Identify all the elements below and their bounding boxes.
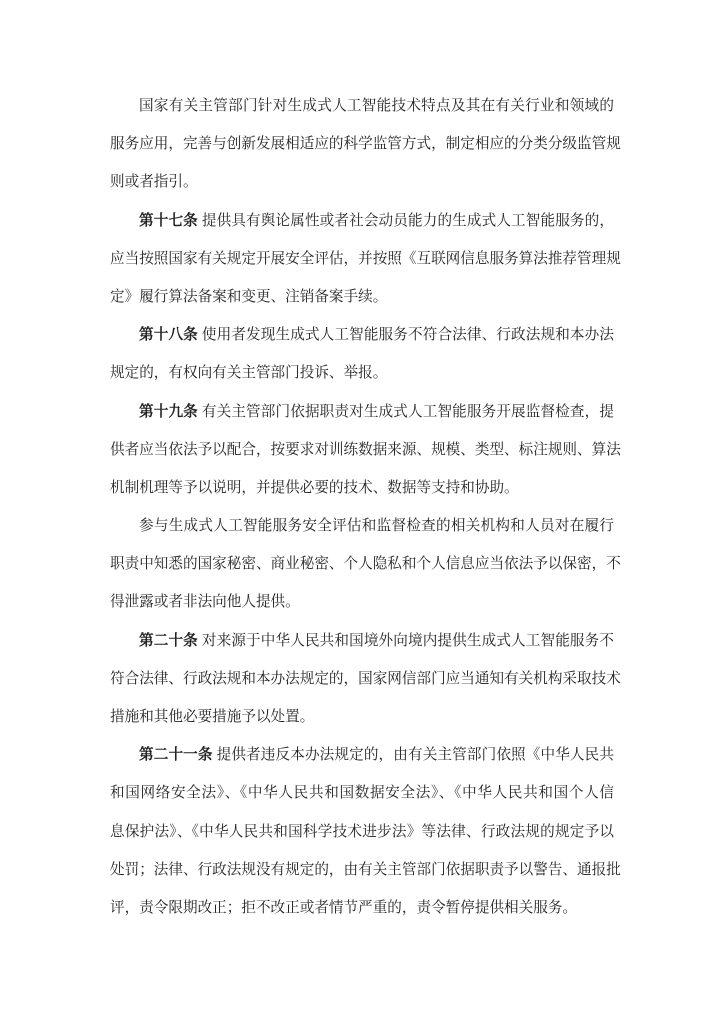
article-paragraph: [110, 202, 621, 317]
text-line: [110, 736, 614, 774]
article-paragraph: [110, 736, 621, 927]
line-text: 措施和其他必要措施予以处置。: [110, 708, 315, 725]
document-page: [110, 87, 621, 927]
article-heading: 第二十条: [139, 631, 198, 649]
line-text: 符合法律、行政法规和本办法规定的，国家网信部门应当通知有关机构采取技术: [110, 669, 621, 687]
text-line: [110, 163, 614, 201]
line-text: 则或者指引。: [110, 173, 198, 191]
text-line: [110, 125, 621, 163]
text-line: [110, 889, 614, 927]
text-line: [110, 469, 614, 507]
text-line: [110, 87, 614, 125]
text-line: [110, 851, 621, 889]
text-line: [110, 545, 621, 583]
line-text: 提供具有舆论属性或者社会动员能力的生成式人工智能服务的，: [201, 211, 614, 229]
text-line: [110, 698, 614, 736]
text-line: [110, 393, 614, 431]
line-text: 国家有关主管部门针对生成式人工智能技术特点及其在有关行业和领域的: [139, 97, 614, 114]
line-text: 参与生成式人工智能服务安全评估和监督检查的相关机构和人员对在履行: [139, 517, 614, 535]
line-text: 机制机理等予以说明，并提供必要的技术、数据等支持和协助。: [110, 478, 519, 496]
line-text: 有关主管部门依据职责对生成式人工智能服务开展监督检查，提: [201, 402, 614, 420]
line-text: 处罚；法律、行政法规没有规定的，由有关主管部门依据职责予以警告、通报批: [110, 860, 621, 878]
line-text: 对来源于中华人民共和国境外向境内提供生成式人工智能服务不: [201, 631, 614, 649]
line-text: 使用者发现生成式人工智能服务不符合法律、行政法规和本办法: [201, 326, 614, 344]
body-paragraph: [110, 87, 621, 202]
article-paragraph: [110, 316, 614, 392]
text-line: [110, 813, 614, 851]
article-heading: 第十九条: [139, 402, 198, 420]
line-text: 得泄露或者非法向他人提供。: [110, 593, 300, 611]
line-text: 息保护法》、《中华人民共和国科学技术进步法》等法律、行政法规的规定予以: [110, 822, 614, 840]
text-line: [110, 583, 614, 621]
article-heading: 第十八条: [139, 326, 198, 344]
line-text: 评，责令限期改正；拒不改正或者情节严重的，责令暂停提供相关服务。: [110, 898, 578, 916]
text-line: [110, 240, 621, 278]
body-paragraph: [110, 507, 621, 622]
line-text: 和国网络安全法》、《中华人民共和国数据安全法》、《中华人民共和国个人信: [110, 784, 614, 802]
text-line: [110, 774, 614, 812]
article-heading: 第二十一条: [139, 746, 213, 764]
text-line: [110, 278, 614, 316]
article-paragraph: [110, 393, 621, 508]
line-text: 职责中知悉的国家秘密、商业秘密、个人隐私和个人信息应当依法予以保密，不: [110, 555, 621, 573]
text-line: [110, 507, 614, 545]
text-line: [110, 660, 621, 698]
line-text: 供者应当依法予以配合，按要求对训练数据来源、规模、类型、标注规则、算法: [110, 440, 621, 458]
article-heading: 第十七条: [139, 211, 198, 229]
text-line: [110, 202, 614, 240]
line-text: 应当按照国家有关规定开展安全评估，并按照《互联网信息服务算法推荐管理规: [110, 249, 621, 267]
text-line: [110, 622, 614, 660]
line-text: 服务应用，完善与创新发展相适应的科学监管方式，制定相应的分类分级监管规: [110, 135, 621, 153]
text-line: [110, 354, 614, 392]
article-paragraph: [110, 622, 621, 737]
line-text: 规定的，有权向有关主管部门投诉、举报。: [110, 364, 388, 382]
text-line: [110, 316, 614, 354]
text-line: [110, 431, 621, 469]
line-text: 提供者违反本办法规定的，由有关主管部门依照《中华人民共: [216, 746, 614, 764]
line-text: 定》履行算法备案和变更、注销备案手续。: [110, 287, 388, 305]
